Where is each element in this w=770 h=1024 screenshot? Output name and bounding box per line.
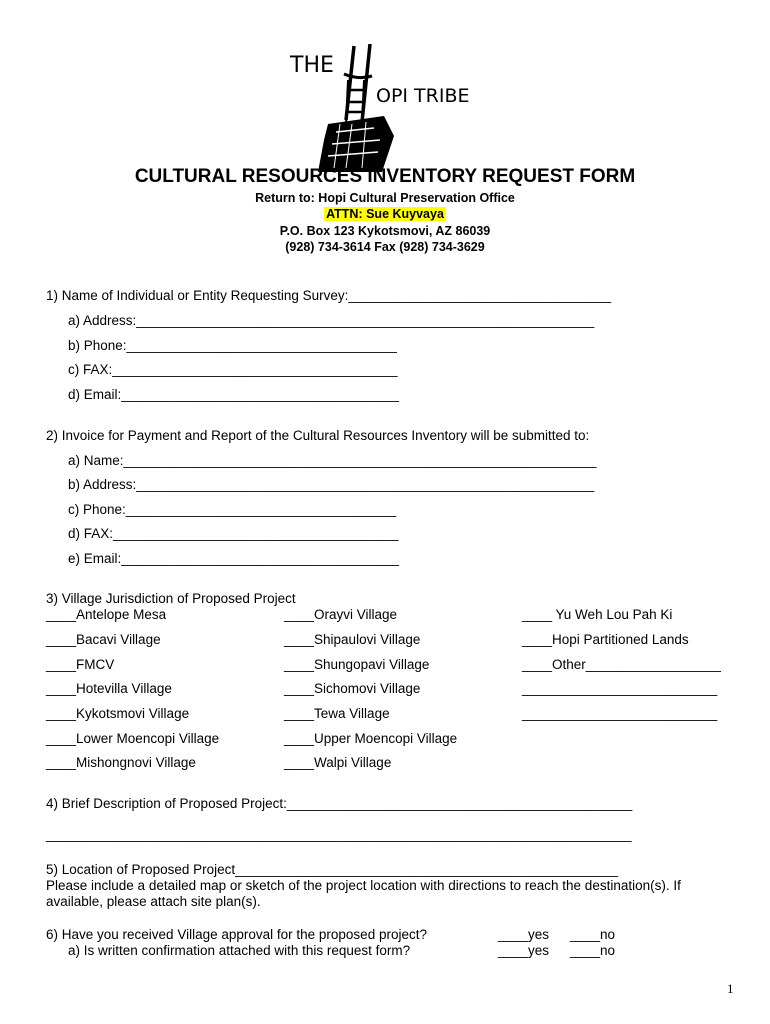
village-option[interactable]: ____ Yu Weh Lou Pah Ki [522, 607, 673, 622]
po-box-line: P.O. Box 123 Kykotsmovi, AZ 86039 [279, 224, 491, 238]
section1-address-field[interactable]: a) Address:_____________________________________________________________ [68, 313, 595, 328]
phone-fax-line: (928) 734-3614 Fax (928) 734-3629 [285, 240, 485, 254]
section3-label: 3) Village Jurisdiction of Proposed Project [46, 591, 296, 606]
village-option[interactable]: ____Lower Moencopi Village [46, 731, 220, 746]
village-option[interactable]: ____Sichomovi Village [284, 681, 421, 696]
attn-line [0, 207, 770, 221]
section2-fax-field[interactable]: d) FAX:______________________________________ [68, 526, 399, 541]
section6a-question: a) Is written confirmation attached with this request form? [68, 943, 411, 958]
logo-the-text: THE [290, 53, 334, 78]
section6-yes-option[interactable]: ____yes [498, 927, 550, 942]
section2-email-field[interactable]: e) Email:_____________________________________ [68, 551, 400, 566]
village-blank-line[interactable]: __________________________ [522, 706, 718, 721]
section5-location-field[interactable]: 5) Location of Proposed Project___________________________________________________ [46, 862, 619, 877]
section5-instructions-line2: available, please attach site plan(s). [46, 894, 261, 909]
section4-description-line2[interactable]: ______________________________________________________________________________ [46, 827, 632, 842]
hopi-tribe-logo [288, 40, 498, 172]
section5-instructions-line1: Please include a detailed map or sketch of the project location with directions to reach the destination(s). If [46, 878, 681, 893]
village-option[interactable]: ____Upper Moencopi Village [284, 731, 458, 746]
form-title: CULTURAL RESOURCES INVENTORY REQUEST FORM [134, 166, 636, 187]
village-blank-line[interactable]: __________________________ [522, 681, 718, 696]
logo-opi-tribe-text: OPI TRIBE [376, 85, 470, 107]
village-option[interactable]: ____Walpi Village [284, 755, 392, 770]
village-option[interactable]: ____Bacavi Village [46, 632, 161, 647]
village-option[interactable]: ____Orayvi Village [284, 607, 398, 622]
return-to-line: Return to: Hopi Cultural Preservation Office [255, 191, 515, 205]
village-option[interactable]: ____Hopi Partitioned Lands [522, 632, 689, 647]
village-option[interactable]: ____Shungopavi Village [284, 657, 430, 672]
village-option[interactable]: ____Antelope Mesa [46, 607, 167, 622]
section6a-yes-option[interactable]: ____yes [498, 943, 550, 958]
section2-address-field[interactable]: b) Address:_____________________________________________________________ [68, 477, 595, 492]
village-option[interactable]: ____Kykotsmovi Village [46, 706, 190, 721]
section1-phone-field[interactable]: b) Phone:____________________________________ [68, 338, 397, 353]
village-option-other[interactable]: ____Other__________________ [522, 657, 721, 672]
section6-question: 6) Have you received Village approval for the proposed project? [46, 927, 427, 942]
village-option[interactable]: ____Shipaulovi Village [284, 632, 421, 647]
attn-highlight: ATTN: Sue Kuyvaya [326, 207, 444, 221]
section1-email-field[interactable]: d) Email:_____________________________________ [68, 387, 400, 402]
village-option[interactable]: ____Mishongnovi Village [46, 755, 196, 770]
village-option[interactable]: ____Tewa Village [284, 706, 390, 721]
section2-name-field[interactable]: a) Name:_______________________________________________________________ [68, 453, 597, 468]
section2-label: 2) Invoice for Payment and Report of the Cultural Resources Inventory will be submitted to: [46, 428, 590, 443]
village-option[interactable]: ____FMCV [46, 657, 115, 672]
section6-no-option[interactable]: ____no [570, 927, 616, 942]
section1-name-field[interactable]: 1) Name of Individual or Entity Requesting Survey:___________________________________ [46, 288, 612, 303]
page-number: 1 [727, 981, 734, 996]
section2-phone-field[interactable]: c) Phone:____________________________________ [68, 502, 397, 517]
village-option[interactable]: ____Hotevilla Village [46, 681, 172, 696]
section4-description-field[interactable]: 4) Brief Description of Proposed Project:______________________________________________ [46, 796, 633, 811]
section6a-no-option[interactable]: ____no [570, 943, 616, 958]
section1-fax-field[interactable]: c) FAX:______________________________________ [68, 362, 398, 377]
